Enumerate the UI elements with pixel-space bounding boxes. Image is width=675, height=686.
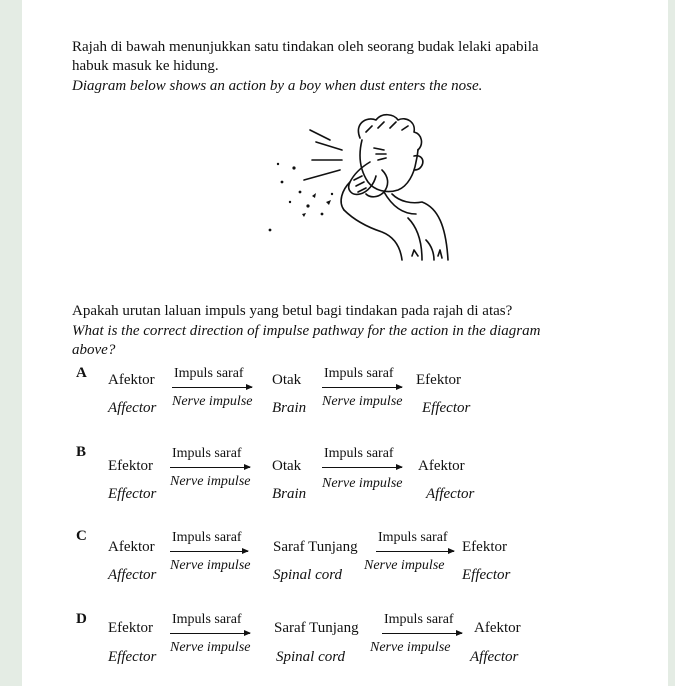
right-arrow-icon — [322, 467, 402, 468]
option-letter: A — [76, 365, 87, 381]
option-to-en: Effector — [462, 567, 511, 583]
option-from-ms: Afektor — [108, 539, 155, 555]
option-mid-ms: Saraf Tunjang — [274, 620, 359, 636]
option-letter: C — [76, 528, 87, 544]
option-mid-ms: Otak — [272, 458, 302, 474]
arrow-label-en: Nerve impulse — [170, 558, 251, 573]
right-arrow-icon — [376, 551, 454, 552]
arrow-label-en: Nerve impulse — [322, 394, 403, 409]
right-arrow-icon — [170, 551, 248, 552]
right-arrow-icon — [382, 633, 462, 634]
arrow-label-ms: Impuls saraf — [378, 530, 448, 545]
right-arrow-icon — [170, 633, 250, 634]
question-text-en: Diagram below shows an action by a boy when dust enters the nose. — [72, 78, 483, 94]
option-from-ms: Afektor — [108, 372, 155, 388]
arrow-label-ms: Impuls saraf — [172, 612, 242, 627]
arrow-label-ms: Impuls saraf — [172, 446, 242, 461]
arrow-label-ms: Impuls saraf — [384, 612, 454, 627]
option-from-ms: Efektor — [108, 458, 153, 474]
right-arrow-icon — [322, 387, 402, 388]
option-mid-en: Spinal cord — [273, 567, 343, 583]
arrow-label-en: Nerve impulse — [322, 476, 403, 491]
arrow-label-en: Nerve impulse — [370, 640, 451, 655]
option-to-en: Affector — [426, 486, 475, 502]
arrow-label-ms: Impuls saraf — [172, 530, 242, 545]
right-arrow-icon — [172, 387, 252, 388]
arrow-label-en: Nerve impulse — [172, 394, 253, 409]
arrow-label-ms: Impuls saraf — [324, 366, 394, 381]
question-text-ms-1: Rajah di bawah menunjukkan satu tindakan oleh seorang budak lelaki apabila — [72, 39, 539, 55]
option-letter: B — [76, 444, 87, 460]
option-to-en: Effector — [422, 400, 471, 416]
option-from-en: Affector — [108, 567, 157, 583]
right-arrow-icon — [170, 467, 250, 468]
arrow-label-ms: Impuls saraf — [324, 446, 394, 461]
arrow-label-en: Nerve impulse — [170, 640, 251, 655]
option-to-en: Affector — [470, 649, 519, 665]
option-mid-ms: Saraf Tunjang — [273, 539, 358, 555]
option-from-en: Effector — [108, 649, 157, 665]
option-from-ms: Efektor — [108, 620, 153, 636]
question-ask-en-2: above? — [72, 342, 116, 358]
option-to-ms: Afektor — [474, 620, 521, 636]
question-text-ms-2: habuk masuk ke hidung. — [72, 58, 219, 74]
option-mid-en: Spinal cord — [276, 649, 346, 665]
option-letter: D — [76, 611, 87, 627]
question-ask-ms: Apakah urutan laluan impuls yang betul bagi tindakan pada rajah di atas? — [72, 303, 513, 319]
option-to-ms: Efektor — [416, 372, 461, 388]
option-mid-ms: Otak — [272, 372, 302, 388]
option-to-ms: Efektor — [462, 539, 507, 555]
option-from-en: Effector — [108, 486, 157, 502]
question-ask-en-1: What is the correct direction of impulse pathway for the action in the diagram — [72, 323, 541, 339]
option-mid-en: Brain — [272, 400, 307, 416]
option-from-en: Affector — [108, 400, 157, 416]
option-mid-en: Brain — [272, 486, 307, 502]
arrow-label-en: Nerve impulse — [364, 558, 445, 573]
sneezing-boy-illustration — [242, 110, 452, 266]
arrow-label-en: Nerve impulse — [170, 474, 251, 489]
option-to-ms: Afektor — [418, 458, 465, 474]
document-page — [22, 0, 668, 686]
arrow-label-ms: Impuls saraf — [174, 366, 244, 381]
